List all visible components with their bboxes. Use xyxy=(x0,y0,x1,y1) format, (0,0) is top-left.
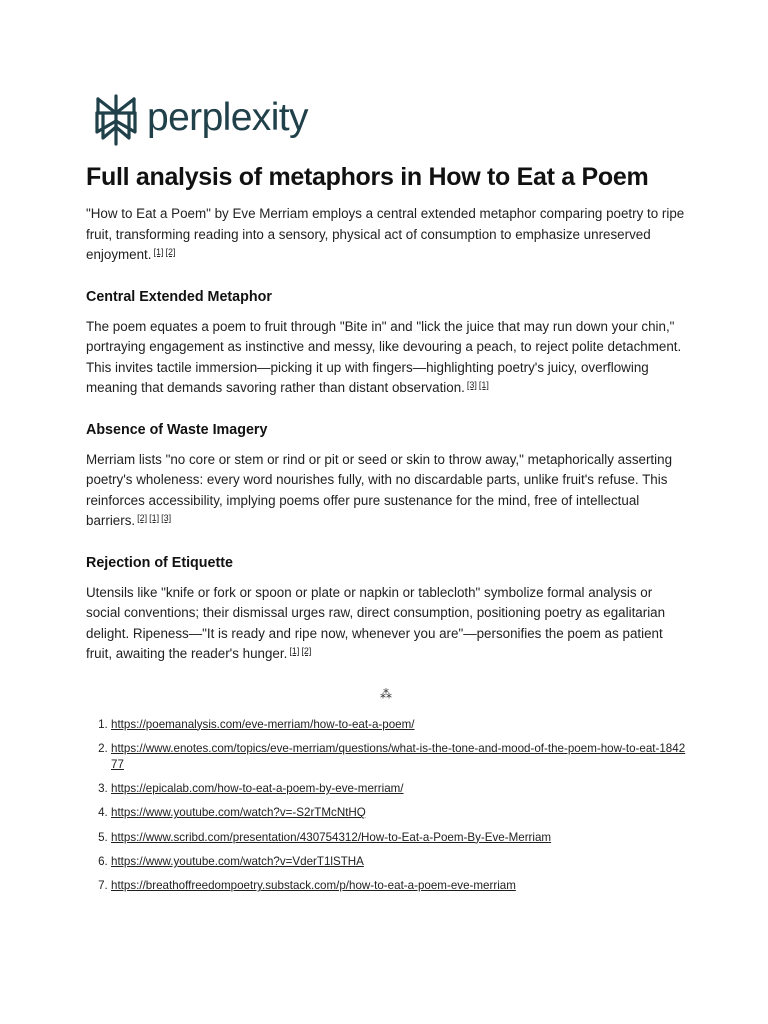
intro-paragraph xyxy=(86,204,686,266)
section-paragraph xyxy=(86,583,686,665)
reference-link[interactable]: https://breathoffreedompoetry.substack.com/p/how-to-eat-a-poem-eve-merriam xyxy=(111,879,516,893)
section-paragraph xyxy=(86,450,686,532)
reference-item xyxy=(111,830,686,846)
page-title: Full analysis of metaphors in How to Eat a Poem xyxy=(86,163,649,191)
section-text: The poem equates a poem to fruit through "Bite in" and "lick the juice that may run down your chin," portraying engagement as instinctive and messy, like devouring a peach, to reject polite detachment. This invites tactile immersion—picking it up with fingers—highlighting poetry's juicy, overflowing meaning that demands savoring rather than distant observation. xyxy=(86,318,682,395)
reference-item xyxy=(111,741,686,773)
section-text: Utensils like "knife or fork or spoon or plate or napkin or tablecloth" symbolize formal analysis or social conventions; their dismissal urges raw, direct consumption, positioning poetry as egalitarian delight. Ripeness—"It is ready and ripe now, whenever you are"—personifies the poem as patient fruit, awaiting the reader's hunger. xyxy=(86,584,666,661)
reference-item xyxy=(111,717,686,733)
section-text: Merriam lists "no core or stem or rind or pit or seed or skin to throw away," metaphorically asserting poetry's wholeness: every word nourishes fully, with no discardable parts, unlike fruit's refuse. This reinforces accessibility, implying poems offer pure sustenance for the mind, free of intellectual barriers. xyxy=(86,451,673,528)
reference-link[interactable]: https://www.youtube.com/watch?v=-S2rTMcNtHQ xyxy=(111,806,366,820)
section-heading: Rejection of Etiquette xyxy=(86,554,233,571)
references-list xyxy=(86,717,686,895)
citation[interactable] xyxy=(166,247,176,257)
citation[interactable] xyxy=(154,247,164,257)
article-body xyxy=(86,204,686,903)
intro-text: "How to Eat a Poem" by Eve Merriam employs a central extended metaphor comparing poetry to ripe fruit, transforming reading into a sensory, physical act of consumption to emphasize unreserved enjoyment. xyxy=(86,206,685,262)
citation[interactable] xyxy=(301,646,311,656)
reference-link[interactable]: https://www.youtube.com/watch?v=VderT1lSTHA xyxy=(111,854,364,868)
citation-link[interactable]: [1] xyxy=(478,380,489,390)
reference-item xyxy=(111,854,686,870)
perplexity-logo-icon xyxy=(94,94,138,146)
reference-link[interactable]: https://poemanalysis.com/eve-merriam/how-to-eat-a-poem/ xyxy=(111,717,415,731)
section-divider: ⁂ xyxy=(380,686,392,701)
citation[interactable] xyxy=(161,513,171,523)
section-heading: Central Extended Metaphor xyxy=(86,288,272,305)
citation-link[interactable]: [1] xyxy=(153,247,164,257)
section-paragraph xyxy=(86,317,686,399)
reference-item xyxy=(111,781,686,797)
citation-link[interactable]: [3] xyxy=(161,513,172,523)
perplexity-logo xyxy=(94,94,308,146)
citation[interactable] xyxy=(137,513,147,523)
citation-link[interactable]: [2] xyxy=(165,247,176,257)
reference-item xyxy=(111,878,686,894)
citation[interactable] xyxy=(289,646,299,656)
reference-link[interactable]: https://www.enotes.com/topics/eve-merriam/questions/what-is-the-tone-and-mood-of-the-poem-how-to-eat-184277 xyxy=(111,741,686,771)
reference-item xyxy=(111,805,686,821)
citation[interactable] xyxy=(149,513,159,523)
citation-link[interactable]: [3] xyxy=(466,380,477,390)
citation[interactable] xyxy=(467,380,477,390)
section-heading: Absence of Waste Imagery xyxy=(86,421,268,438)
citation[interactable] xyxy=(479,380,489,390)
citation-link[interactable]: [2] xyxy=(301,646,312,656)
citation-link[interactable]: [1] xyxy=(289,646,300,656)
citation-link[interactable]: [1] xyxy=(149,513,160,523)
brand-name: perplexity xyxy=(147,95,308,139)
reference-link[interactable]: https://epicalab.com/how-to-eat-a-poem-by-eve-merriam/ xyxy=(111,782,404,796)
reference-link[interactable]: https://www.scribd.com/presentation/430754312/How-to-Eat-a-Poem-By-Eve-Merriam xyxy=(111,830,552,844)
citation-link[interactable]: [2] xyxy=(137,513,148,523)
